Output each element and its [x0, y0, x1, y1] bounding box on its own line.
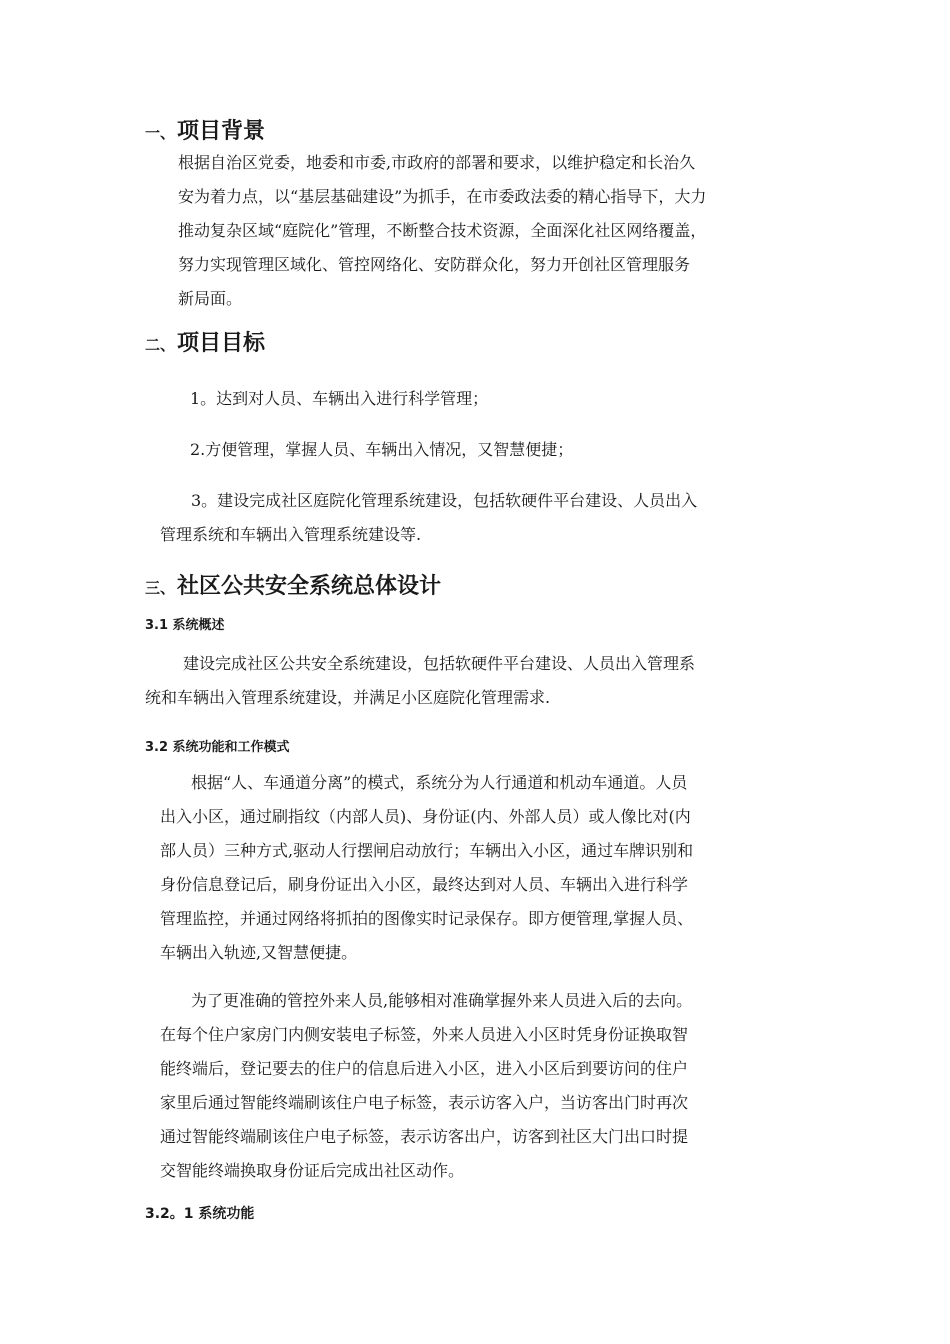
section-3-title: 社区公共安全系统总体设计	[177, 573, 442, 599]
paragraph-line: 新局面。	[178, 289, 243, 308]
paragraph-line: 通过智能终端刷该住户电子标签，表示访客出户，访客到社区大门出口时提	[160, 1127, 689, 1146]
section-3-heading	[145, 569, 441, 600]
section-2-number: 二、	[145, 336, 176, 354]
subsection-3-2-1-heading: 3.2。1 系统功能	[145, 1206, 255, 1222]
section-3-number: 三、	[145, 579, 176, 597]
paragraph-line: 3。建设完成社区庭院化管理系统建设，包括软硬件平台建设、人员出入	[191, 491, 698, 510]
paragraph-line: 车辆出入轨迹,又智慧便捷。	[160, 943, 358, 962]
section-1-number: 一、	[145, 124, 176, 142]
subsection-3-1-paragraph	[145, 647, 695, 715]
paragraph-line: 出入小区，通过刷指纹（内部人员)、身份证(内、外部人员）或人像比对(内	[160, 807, 691, 826]
paragraph-line: 为了更准确的管控外来人员,能够相对准确掌握外来人员进入后的去向。	[191, 991, 693, 1010]
subsection-3-2-paragraph-1	[160, 766, 693, 970]
section-1-title: 项目背景	[177, 118, 266, 144]
paragraph-line: 建设完成社区公共安全系统建设，包括软硬件平台建设、人员出入管理系	[183, 654, 696, 673]
paragraph-line: 能终端后，登记要去的住户的信息后进入小区，进入小区后到要访问的住户	[160, 1059, 689, 1078]
goal-item-1: 1。达到对人员、车辆出入进行科学管理；	[190, 389, 489, 408]
section-2-heading	[145, 326, 265, 357]
section-2-title: 项目目标	[177, 330, 266, 356]
paragraph-line: 根据自治区党委，地委和市委,市政府的部署和要求，以维护稳定和长治久	[178, 153, 696, 172]
paragraph-line: 身份信息登记后，刷身份证出入小区，最终达到对人员、车辆出入进行科学	[160, 875, 689, 894]
paragraph-line: 部人员）三种方式,驱动人行摆闸启动放行；车辆出入小区，通过车牌识别和	[160, 841, 694, 860]
goal-item-3	[160, 484, 697, 552]
subsection-3-1-heading: 3.1 系统概述	[145, 618, 225, 633]
section-1-paragraph	[178, 146, 706, 316]
paragraph-line: 家里后通过智能终端刷该住户电子标签，表示访客入户，当访客出门时再次	[160, 1093, 689, 1112]
paragraph-line: 管理系统和车辆出入管理系统建设等.	[160, 525, 422, 544]
goal-item-2: 2.方便管理，掌握人员、车辆出入情况，又智慧便捷；	[190, 440, 574, 459]
paragraph-line: 在每个住户家房门内侧安装电子标签，外来人员进入小区时凭身份证换取智	[160, 1025, 689, 1044]
paragraph-line: 根据“人、车通道分离”的模式，系统分为人行通道和机动车通道。人员	[191, 773, 688, 792]
paragraph-line: 安为着力点，以“基层基础建设”为抓手，在市委政法委的精心指导下，大力	[178, 187, 707, 206]
paragraph-line: 努力实现管理区域化、管控网络化、安防群众化，努力开创社区管理服务	[178, 255, 691, 274]
paragraph-line: 推动复杂区域“庭院化”管理，不断整合技术资源，全面深化社区网络覆盖，	[178, 221, 707, 240]
subsection-3-2-heading: 3.2 系统功能和工作模式	[145, 740, 290, 755]
subsection-3-2-paragraph-2	[160, 984, 692, 1188]
paragraph-line: 统和车辆出入管理系统建设，并满足小区庭院化管理需求.	[145, 688, 551, 707]
paragraph-line: 管理监控，并通过网络将抓拍的图像实时记录保存。即方便管理,掌握人员、	[160, 909, 694, 928]
paragraph-line: 交智能终端换取身份证后完成出社区动作。	[160, 1161, 465, 1180]
section-1-heading	[145, 114, 265, 145]
